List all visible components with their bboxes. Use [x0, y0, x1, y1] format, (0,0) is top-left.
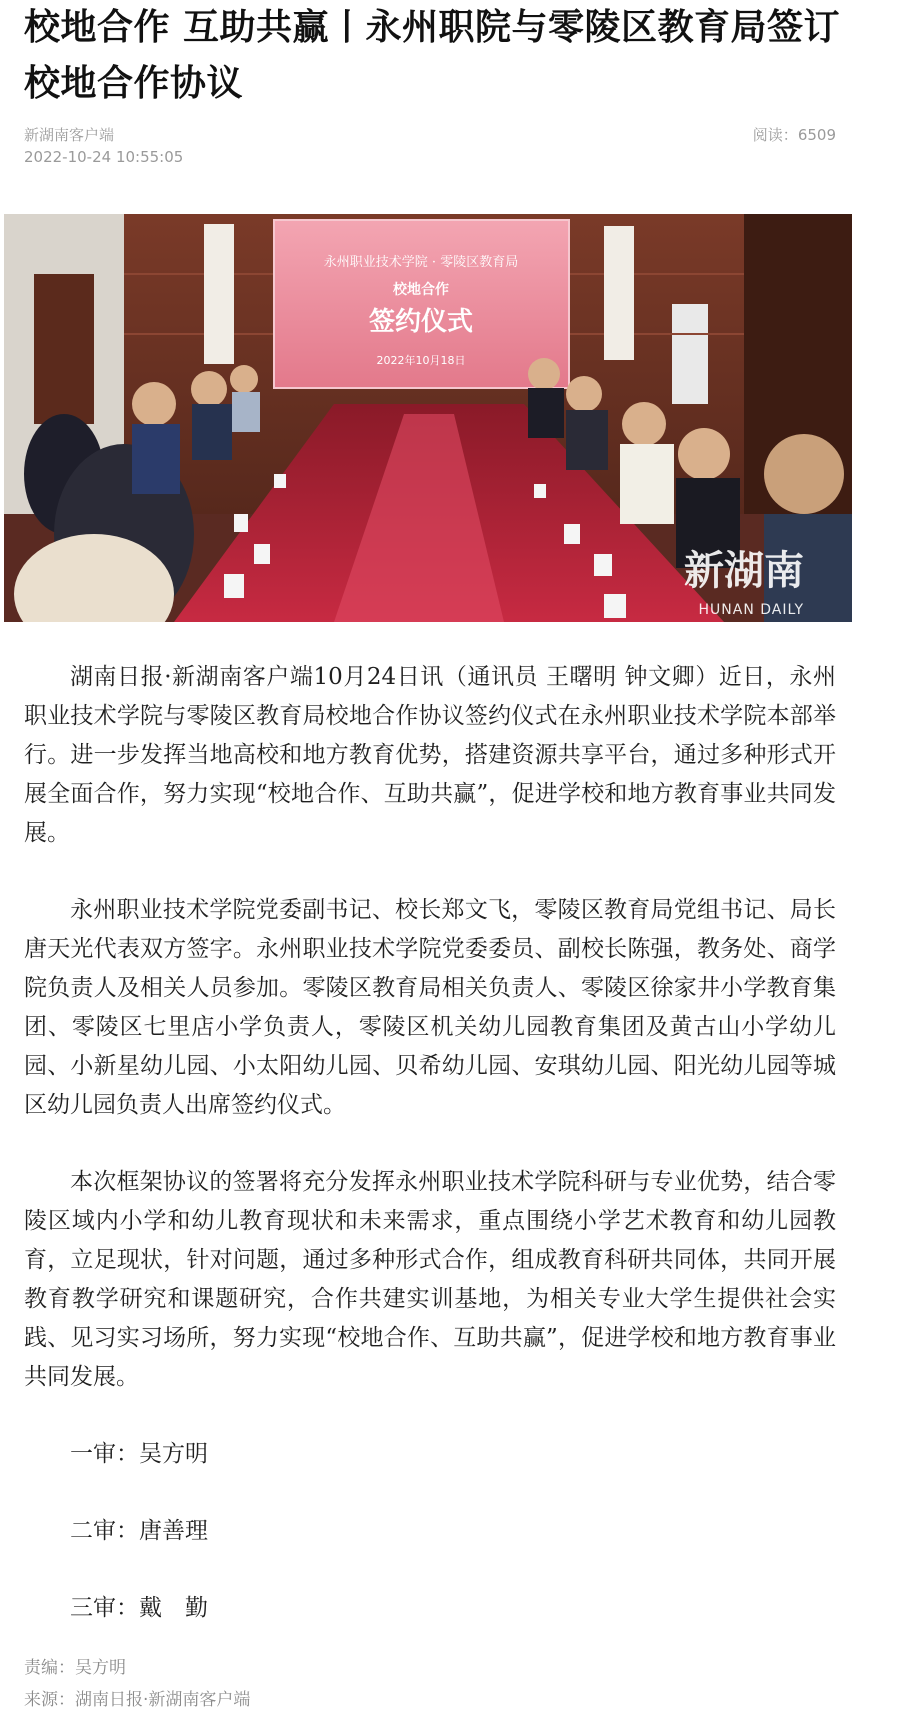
meeting-photo-illustration: [4, 214, 852, 622]
source-credit: 来源：湖南日报·新湖南客户端: [24, 1690, 251, 1710]
review-third: 三审：戴 勤: [70, 1595, 208, 1621]
paragraph-1: 湖南日报·新湖南客户端10月24日讯（通讯员 王曙明 钟文卿）近日，永州职业技术学院与零陵区教育局校地合作协议签约仪式在永州职业技术学院本部举行。进一步发挥当地高校和地方教育优势，搭建资源共享平台，通过多种形式开展全面合作，努力实现“校地合作、互助共赢”，促进学校和地方教育事业共同发展。: [24, 664, 836, 846]
article-photo: [4, 214, 852, 622]
paragraph-3: 本次框架协议的签署将充分发挥永州职业技术学院科研与专业优势，结合零陵区域内小学和幼儿教育现状和未来需求，重点围绕小学艺术教育和幼儿园教育，立足现状，针对问题，通过多种形式合作，组成教育科研共同体，共同开展教育教学研究和课题研究，合作共建实训基地，为相关专业大学生提供社会实践、见习实习场所，努力实现“校地合作、互助共赢”，促进学校和地方教育事业共同发展。: [24, 1169, 836, 1390]
article-title: 校地合作 互助共赢丨永州职院与零陵区教育局签订校地合作协议: [24, 7, 841, 104]
watermark-cn: 新湖南: [684, 547, 804, 594]
article-source: 新湖南客户端: [24, 126, 115, 144]
screen-line2: 校地合作: [393, 282, 449, 298]
watermark-en: HUNAN DAILY: [698, 602, 804, 618]
editor-credit: 责编：吴方明: [24, 1658, 126, 1678]
screen-line1: 永州职业技术学院 · 零陵区教育局: [323, 255, 519, 270]
read-count-label: 阅读：: [752, 126, 798, 144]
read-count-value: 6509: [797, 126, 836, 144]
screen-date: 2022年10月18日: [376, 354, 466, 367]
screen-line3: 签约仪式: [368, 307, 474, 337]
review-first: 一审：吴方明: [70, 1441, 208, 1467]
article-body: [24, 658, 836, 1666]
review-second: 二审：唐善理: [70, 1518, 208, 1544]
article-date: 2022-10-24 10:55:05: [24, 148, 184, 166]
paragraph-2: 永州职业技术学院党委副书记、校长郑文飞，零陵区教育局党组书记、局长唐天光代表双方签字。永州职业技术学院党委委员、副校长陈强，教务处、商学院负责人及相关人员参加。零陵区教育局相关负责人、零陵区徐家井小学教育集团、零陵区七里店小学负责人，零陵区机关幼儿园教育集团及黄古山小学幼儿园、小新星幼儿园、小太阳幼儿园、贝希幼儿园、安琪幼儿园、阳光幼儿园等城区幼儿园负责人出席签约仪式。: [24, 897, 836, 1118]
article-footer: [24, 1652, 250, 1716]
read-count: [753, 124, 836, 145]
